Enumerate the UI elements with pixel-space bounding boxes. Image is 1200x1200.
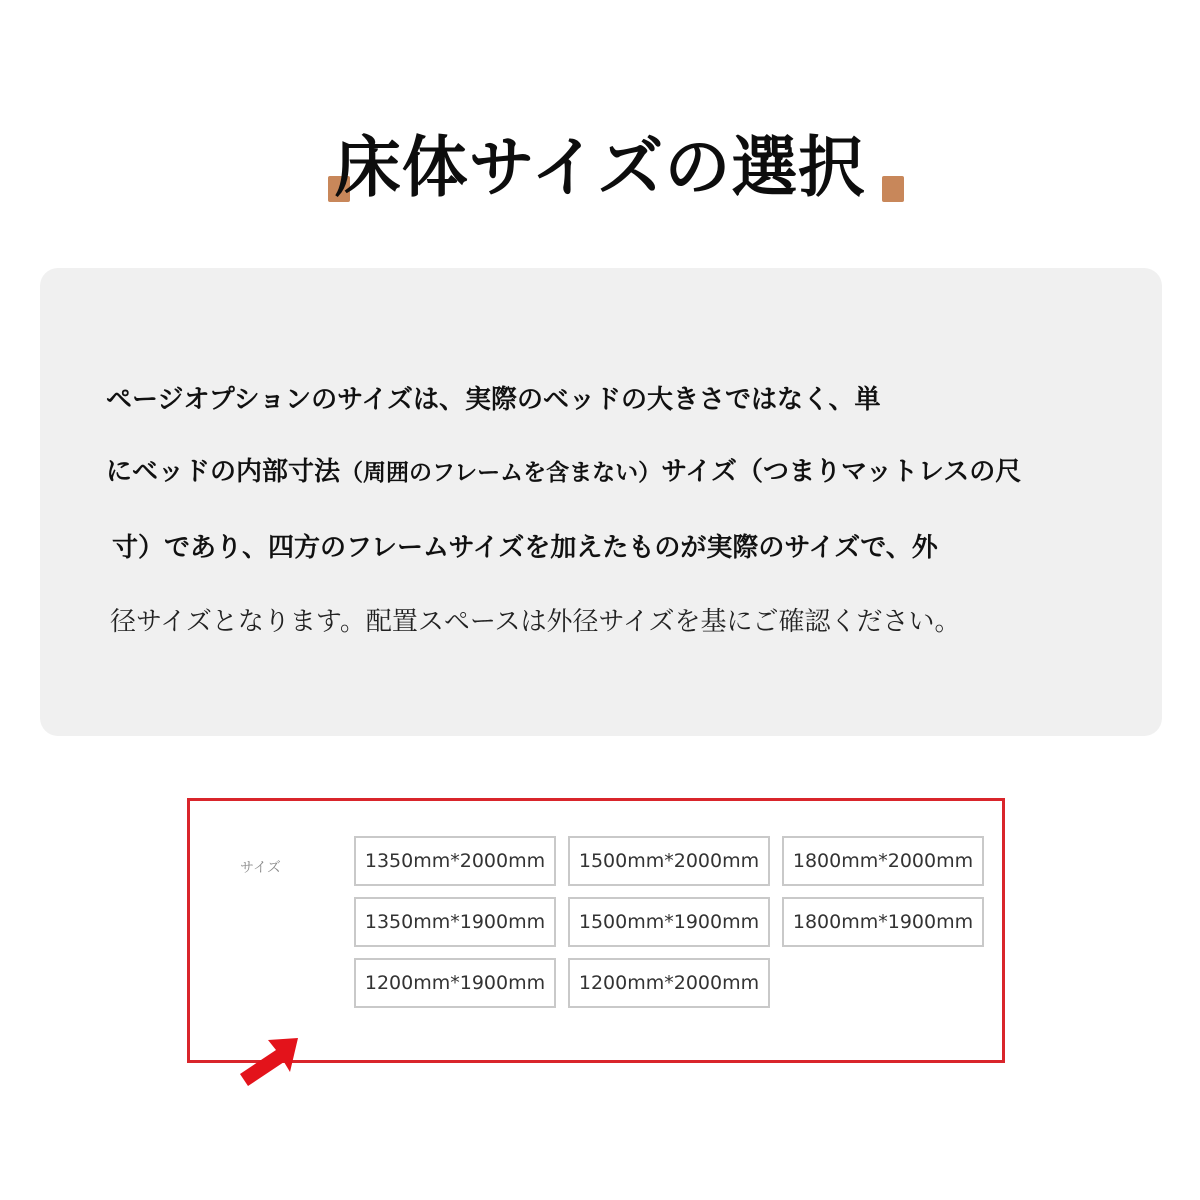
size-option-1350x2000[interactable]: 1350mm*2000mm [354,836,556,886]
size-option-1200x1900[interactable]: 1200mm*1900mm [354,958,556,1008]
size-option-1800x2000[interactable]: 1800mm*2000mm [782,836,984,886]
info-panel [40,268,1162,736]
info-line-2-tail: サイズ（つまりマットレスの尺 [661,457,1022,487]
info-line-2-paren: （周囲のフレームを含まない） [340,460,662,486]
arrow-icon [232,1030,302,1090]
size-option-1500x2000[interactable]: 1500mm*2000mm [568,836,770,886]
info-line-1: ページオプションのサイズは、実際のベッドの大きさではなく、単 [106,385,881,415]
size-option-1800x1900[interactable]: 1800mm*1900mm [782,897,984,947]
size-option-1350x1900[interactable]: 1350mm*1900mm [354,897,556,947]
page-title: 床体サイズの選択 [334,129,866,206]
info-line-2-main: にベッドの内部寸法 [106,457,341,487]
title-area [0,118,1200,218]
info-line-4: 径サイズとなります。配置スペースは外径サイズを基にご確認ください。 [110,607,961,637]
size-selector [187,798,1005,1063]
size-label: サイズ [240,860,281,876]
info-line-2 [106,455,1021,490]
size-option-1500x1900[interactable]: 1500mm*1900mm [568,897,770,947]
info-line-3: 寸）であり、四方のフレームサイズを加えたものが実際のサイズで、外 [112,533,938,563]
size-option-1200x2000[interactable]: 1200mm*2000mm [568,958,770,1008]
